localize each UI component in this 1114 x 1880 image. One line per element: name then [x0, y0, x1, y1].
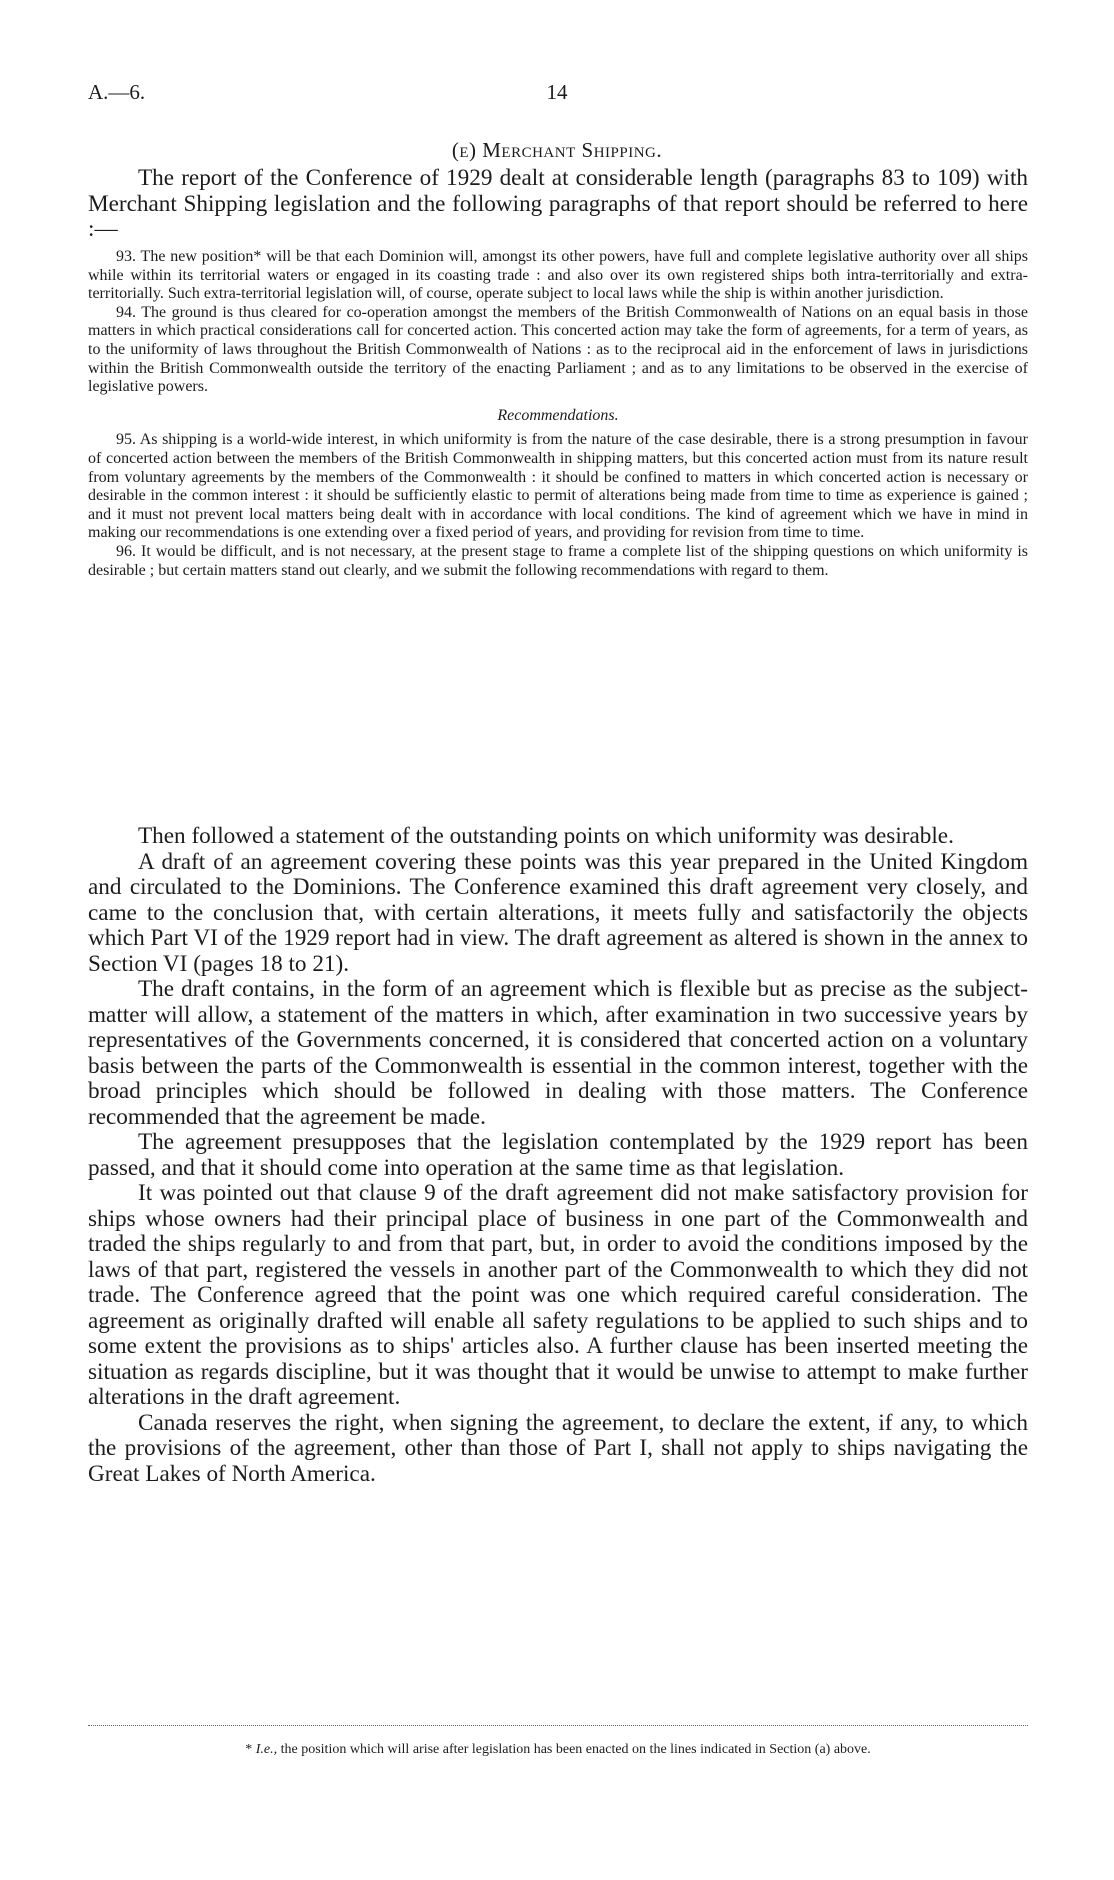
body-paragraph-clause-9: It was pointed out that clause 9 of the draft agreement did not make satisfactory provision for ships whose owners had their principal place of business in one part of the Commonwealth and traded the ships regularly to and from that part, but, in order to avoid the conditions imposed by the laws of that part, registered the vessels in another part of the Commonwealth to which they did not trade. The Conference agreed that the point was one which required careful consideration. The agreement as originally drafted will enable all safety regulations to be applied to such ships and to some extent the provisions as to ships' articles also. A further clause has been inserted meeting the situation as regards discipline, but it was thought that it would be unwise to attempt to make further alterations in the draft agreement.	[88, 1180, 1028, 1410]
intro-block	[88, 166, 1028, 243]
footnote-text: the position which will arise after legislation has been enacted on the lines indicated in Section (a) above.	[280, 1742, 871, 1757]
body-paragraph-draft: A draft of an agreement covering these points was this year prepared in the United Kingdom and circulated to the Dominions. The Conference examined this draft agreement very closely, and came to the conclusion that, with certain alterations, it meets fully and satisfactorily the objects which Part VI of the 1929 report had in view. The draft agreement as altered is shown in the annex to Section VI (pages 18 to 21).	[88, 848, 1028, 977]
footnote-lead: I.e.,	[255, 1742, 278, 1757]
main-body	[88, 824, 1028, 1487]
footnote	[88, 1742, 1028, 1758]
body-paragraph-presupposes: The agreement presupposes that the legislation contemplated by the 1929 report has been passed, and that it should come into operation at the same time as that legislation.	[88, 1129, 1028, 1181]
quoted-paragraph-96: 96. It would be difficult, and is not necessary, at the present stage to frame a complete list of the shipping questions on which uniformity is desirable ; but certain matters stand out clearly, and we submit the following recommendations with regard to them.	[88, 542, 1028, 579]
document-reference: A.—6.	[88, 80, 146, 104]
quoted-report-extract	[88, 248, 1028, 580]
quoted-paragraph-95: 95. As shipping is a world-wide interest, in which uniformity is from the nature of the case desirable, there is a strong presumption in favour of concerted action between the members of the British Commonwealth in shipping matters, but this concerted action must from its nature result from voluntary agreements by the members of the Commonwealth : it should be confined to matters in which concerted action is necessary or desirable in the common interest : it should be sufficiently elastic to permit of alterations being made from time to time as experience is gained ; and it must not prevent local matters being dealt with in accordance with local conditions. The kind of agreement which we have in mind in making our recommendations is one extending over a fixed period of years, and providing for revision from time to time.	[88, 431, 1028, 542]
body-paragraph-statement: Then followed a statement of the outstanding points on which uniformity was desirable.	[138, 823, 954, 849]
footnote-marker: *	[245, 1742, 253, 1757]
body-paragraph-canada: Canada reserves the right, when signing the agreement, to declare the extent, if any, to which the provisions of the agreement, other than those of Part I, shall not apply to ships navigating the Great Lakes of North America.	[88, 1409, 1028, 1487]
body-paragraph-contents: The draft contains, in the form of an agreement which is flexible but as precise as the subject-matter will allow, a statement of the matters in which, after examination in two successive years by representatives of the Governments concerned, it is considered that concerted action on a voluntary basis between the parts of the Commonwealth is essential in the common interest, together with the broad principles which should be followed in dealing with those matters. The Conference recommended that the agreement be made.	[88, 976, 1028, 1130]
quoted-paragraph-94: 94. The ground is thus cleared for co-operation amongst the members of the British Commonwealth of Nations on an equal basis in those matters in which practical considerations call for concerted action. This concerted action may take the form of agreements, for a term of years, as to the uniformity of laws throughout the British Commonwealth of Nations : as to the reciprocal aid in the enforcement of laws in jurisdictions within the British Commonwealth outside the territory of the enacting Parliament ; and as to any limitations to be observed in the exercise of legislative powers.	[88, 303, 1028, 396]
footnote-divider	[88, 1725, 1028, 1726]
running-head	[88, 80, 1026, 110]
page-number: 14	[546, 80, 568, 104]
intro-paragraph: The report of the Conference of 1929 dealt at considerable length (paragraphs 83 to 109) with Merchant Shipping legislation and the following paragraphs of that report should be referred to here :—	[88, 165, 1028, 242]
recommendations-heading: Recommendations.	[497, 406, 619, 424]
quoted-paragraph-93: 93. The new position* will be that each Dominion will, amongst its other powers, have full and complete legislative authority over all ships while within its territorial waters or engaged in its coasting trade : and also over its own registered ships both intra-territorially and extra-territorially. Such extra-territorial legislation will, of course, operate subject to local laws while the ship is within another jurisdiction.	[88, 248, 1028, 303]
section-title: (e) Merchant Shipping.	[451, 138, 663, 162]
